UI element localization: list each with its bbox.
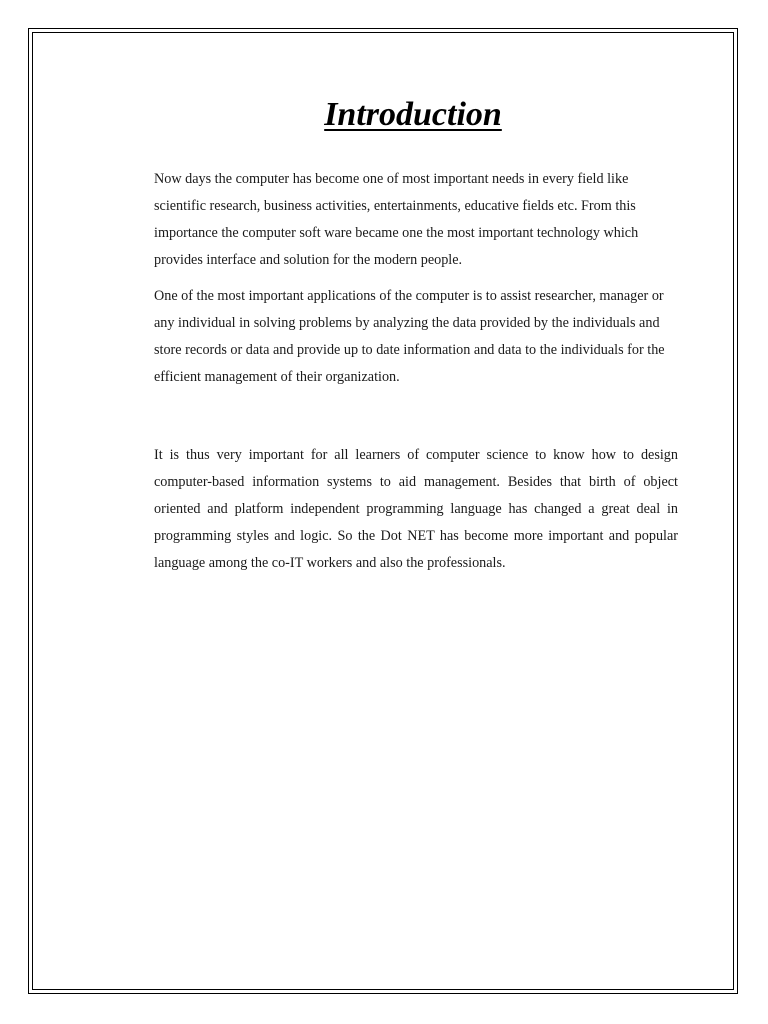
paragraph-2: One of the most important applications of the computer is to assist researcher, manager or any individual in solving problems by analyzing the data provided by the individuals and store records or data and provide up to date information and data to the individuals for the efficient management of their organization. [154,288,665,385]
page-title: Introduction [324,96,502,133]
paragraph-1: Now days the computer has become one of most important needs in every field like scientific research, business activities, entertainments, educative fields etc. From this importance the computer soft ware became one the most important technology which provides interface and solution for the modern people. [154,171,639,268]
body-text [154,166,678,577]
paragraph-3: It is thus very important for all learners of computer science to know how to design computer-based information systems to aid management. Besides that birth of object oriented and platform independent programming language has changed a great deal in programming styles and logic. So the Dot NET has become more important and popular language among the co-IT workers and also the professionals. [154,447,678,571]
